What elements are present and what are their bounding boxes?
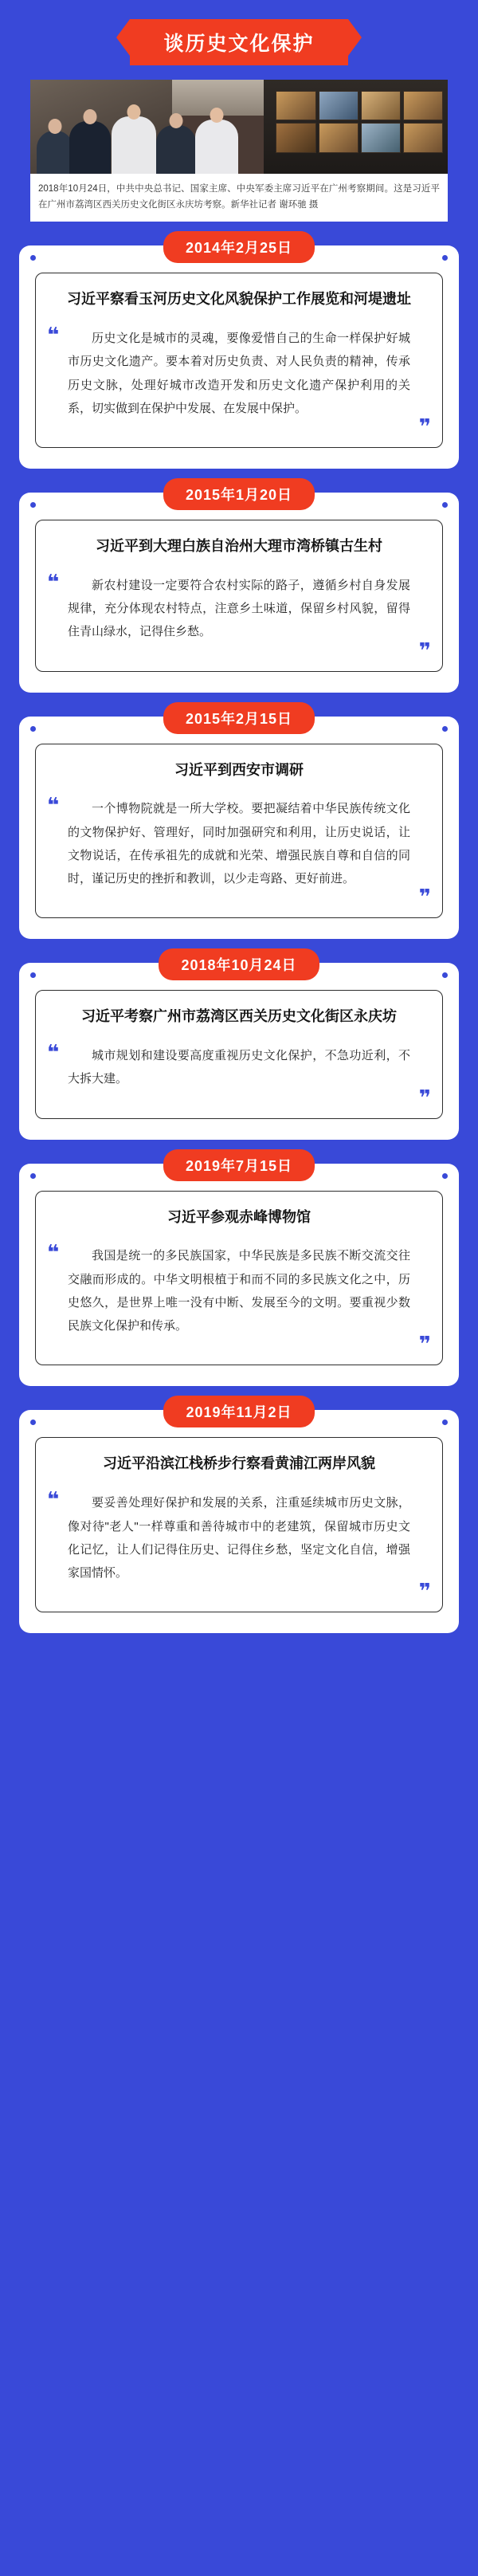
card-date-badge: 2018年10月24日 [159,948,319,980]
photo-caption: 2018年10月24日，中共中央总书记、国家主席、中央军委主席习近平在广州考察期间。这是习近平在广州市荔湾区西关历史文化街区永庆坊考察。新华社记者 谢环驰 摄 [30,174,448,222]
card-body [35,273,443,448]
date-pill-container [19,231,459,263]
card-body [35,744,443,919]
card-quote-text: 城市规划和建设要高度重视历史文化保护，不急功近利，不大拆大建。 [68,1049,410,1086]
quote-close-icon: ❞ [418,886,431,910]
timeline-card [19,1404,459,1633]
card-body [35,520,443,672]
quote-open-icon: ❝ [47,570,60,595]
title-banner-container [0,0,478,80]
quote-block [47,794,431,908]
card-body [35,990,443,1118]
quote-close-icon: ❞ [418,638,431,663]
card-quote-text: 一个博物院就是一所大学校。要把凝结着中华民族传统文化的文物保护好、管理好，同时加强研究和利用，让历史说话，让文物说话，在传承祖先的成就和光荣、增强民族自尊和自信的同时，谨记历史的挫折和教训，以少走弯路、更好前进。 [68,802,410,886]
quote-close-icon: ❞ [418,1086,431,1110]
date-pill-container [19,948,459,980]
card-date-badge: 2015年2月15日 [163,702,315,734]
photo-people-group [30,104,331,174]
card-title: 习近平到大理白族自治州大理市湾桥镇古生村 [96,538,382,555]
card-date-badge: 2014年2月25日 [163,231,315,263]
card-title: 习近平到西安市调研 [174,761,304,778]
quote-block [47,1241,431,1355]
date-pill-container [19,702,459,734]
quote-open-icon: ❝ [47,1041,60,1066]
timeline-card-list [0,240,478,1633]
timeline-card [19,710,459,940]
quote-block [47,324,431,438]
quote-block [47,571,431,662]
card-body [35,1191,443,1366]
quote-block [47,1041,431,1109]
quote-open-icon: ❝ [47,324,60,348]
timeline-card [19,487,459,693]
card-date-badge: 2019年11月2日 [163,1396,314,1427]
card-quote-text: 历史文化是城市的灵魂，要像爱惜自己的生命一样保护好城市历史文化遗产。要本着对历史负责、对人民负责的精神，传承历史文脉，处理好城市改造开发和历史文化遗产保护利用的关系，切实做到在保护中发展、在发展中保护。 [68,332,410,415]
hero-section [30,80,448,222]
card-body [35,1437,443,1612]
card-date-badge: 2015年1月20日 [163,478,315,510]
quote-close-icon: ❞ [418,1580,431,1604]
date-pill-container [19,1396,459,1427]
timeline-card [19,240,459,469]
card-title: 习近平参观赤峰博物馆 [167,1208,311,1225]
date-pill-container [19,1149,459,1181]
quote-close-icon: ❞ [418,415,431,440]
quote-open-icon: ❝ [47,1241,60,1266]
date-pill-container [19,478,459,510]
timeline-card [19,957,459,1139]
xi-inspection-photo [30,80,448,174]
quote-open-icon: ❝ [47,794,60,819]
card-title: 习近平考察广州市荔湾区西关历史文化街区永庆坊 [81,1008,397,1025]
timeline-card [19,1157,459,1387]
card-date-badge: 2019年7月15日 [163,1149,315,1181]
card-quote-text: 我国是统一的多民族国家，中华民族是多民族不断交流交往交融而形成的。中华文明根植于和而不同的多民族文化之中，历史悠久，是世界上唯一没有中断、发展至今的文明。要重视少数民族文化保护和传承。 [68,1249,410,1333]
card-quote-text: 要妥善处理好保护和发展的关系，注重延续城市历史文脉，像对待"老人"一样尊重和善待城市中的老建筑，保留城市历史文化记忆，让人们记得住历史、记得住乡愁，坚定文化自信，增强家国情怀。 [68,1496,410,1581]
card-quote-text: 新农村建设一定要符合农村实际的路子，遵循乡村自身发展规律，充分体现农村特点，注意乡土味道，保留乡村风貌，留得住青山绿水，记得住乡愁。 [68,578,410,639]
page-title: 谈历史文化保护 [130,19,347,65]
quote-block [47,1488,431,1602]
card-title: 习近平察看玉河历史文化风貌保护工作展览和河堤遗址 [67,291,411,308]
card-title: 习近平沿滨江栈桥步行察看黄浦江两岸风貌 [103,1455,375,1472]
quote-open-icon: ❝ [47,1488,60,1513]
quote-close-icon: ❞ [418,1333,431,1357]
